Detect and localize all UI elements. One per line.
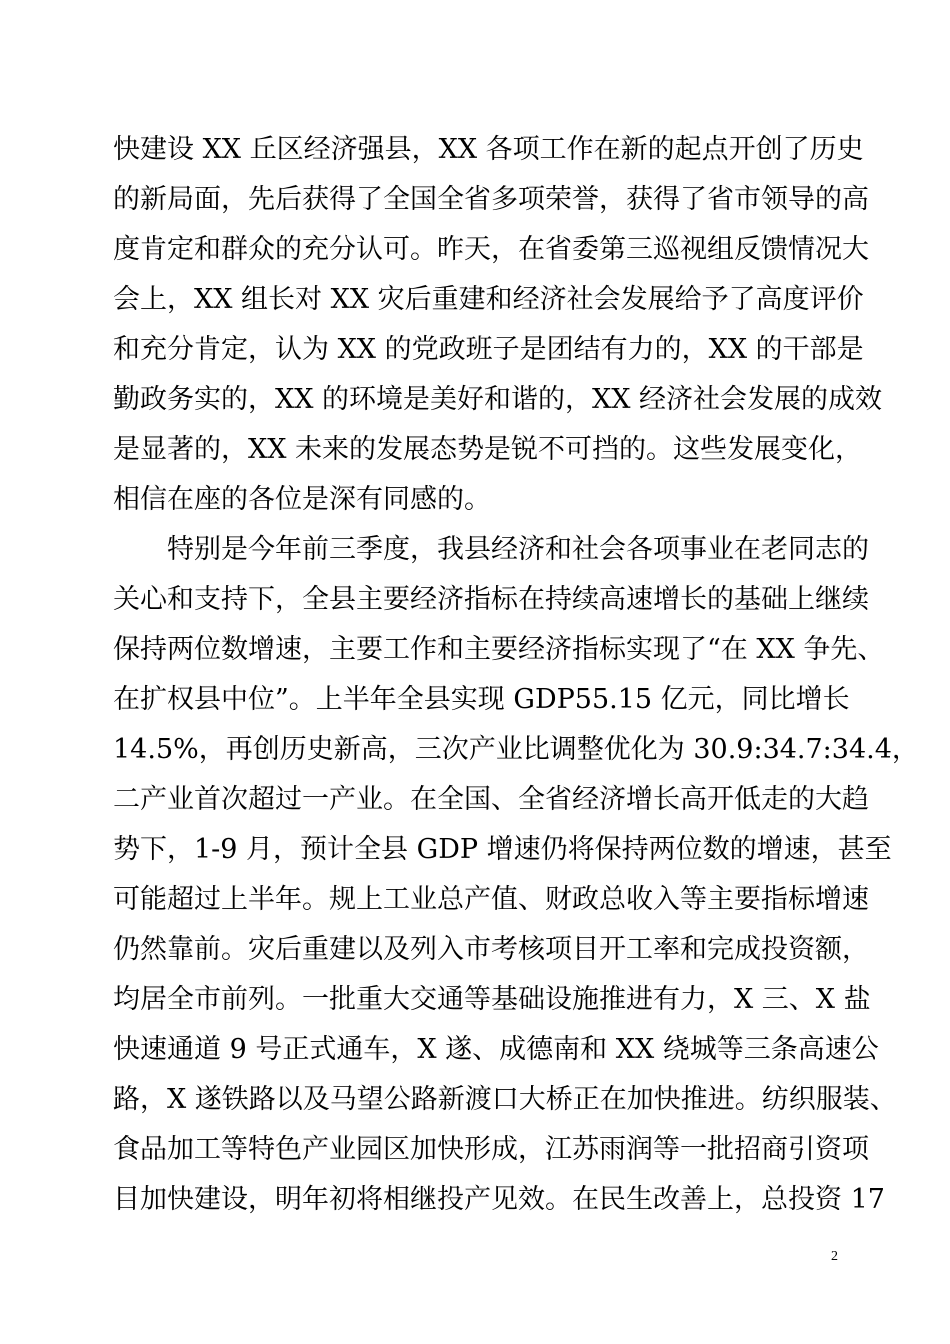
paragraph-2-line-12: 路，X 遂铁路以及马望公路新渡口大桥正在加快推进。纺织服装、 bbox=[113, 1084, 897, 1115]
paragraph-1-line-7: 是显著的，XX 未来的发展态势是锐不可挡的。这些发展变化， bbox=[113, 434, 863, 465]
paragraph-2-line-13: 食品加工等特色产业园区加快形成，江苏雨润等一批招商引资项 bbox=[113, 1134, 869, 1165]
paragraph-1-line-8: 相信在座的各位是深有同感的。 bbox=[113, 484, 491, 515]
paragraph-2-line-4: 在扩权县中位”。上半年全县实现 GDP55.15 亿元，同比增长 bbox=[113, 684, 850, 715]
paragraph-1-line-6: 勤政务实的，XX 的环境是美好和谐的，XX 经济社会发展的成效 bbox=[113, 384, 883, 415]
paragraph-2-line-1: 特别是今年前三季度，我县经济和社会各项事业在老同志的 bbox=[167, 534, 869, 565]
paragraph-1-line-4: 会上，XX 组长对 XX 灾后重建和经济社会发展给予了高度评价 bbox=[113, 284, 864, 315]
page-number: 2 bbox=[831, 1249, 838, 1264]
paragraph-2-line-14: 目加快建设，明年初将相继投产见效。在民生改善上，总投资 17 bbox=[113, 1184, 885, 1215]
paragraph-2-line-7: 势下，1-9 月，预计全县 GDP 增速仍将保持两位数的增速，甚至 bbox=[113, 834, 892, 865]
paragraph-2-line-5: 14.5%，再创历史新高，三次产业比调整优化为 30.9:34.7:34.4， bbox=[113, 734, 919, 765]
paragraph-2-line-3: 保持两位数增速，主要工作和主要经济指标实现了“在 XX 争先、 bbox=[113, 634, 885, 665]
paragraph-1-line-5: 和充分肯定，认为 XX 的党政班子是团结有力的，XX 的干部是 bbox=[113, 334, 864, 365]
paragraph-2-line-8: 可能超过上半年。规上工业总产值、财政总收入等主要指标增速 bbox=[113, 884, 869, 915]
paragraph-2-line-2: 关心和支持下，全县主要经济指标在持续高速增长的基础上继续 bbox=[113, 584, 869, 615]
paragraph-2-line-10: 均居全市前列。一批重大交通等基础设施推进有力，X 三、X 盐 bbox=[113, 984, 871, 1015]
paragraph-1-line-1: 快建设 XX 丘区经济强县，XX 各项工作在新的起点开创了历史 bbox=[113, 134, 864, 165]
paragraph-1-line-3: 度肯定和群众的充分认可。昨天，在省委第三巡视组反馈情况大 bbox=[113, 234, 869, 265]
paragraph-2-line-9: 仍然靠前。灾后重建以及列入市考核项目开工率和完成投资额， bbox=[113, 934, 869, 965]
paragraph-2-line-11: 快速通道 9 号正式通车，X 遂、成德南和 XX 绕城等三条高速公 bbox=[113, 1034, 879, 1065]
paragraph-2-line-6: 二产业首次超过一产业。在全国、全省经济增长高开低走的大趋 bbox=[113, 784, 869, 815]
paragraph-1-line-2: 的新局面，先后获得了全国全省多项荣誉，获得了省市领导的高 bbox=[113, 184, 869, 215]
